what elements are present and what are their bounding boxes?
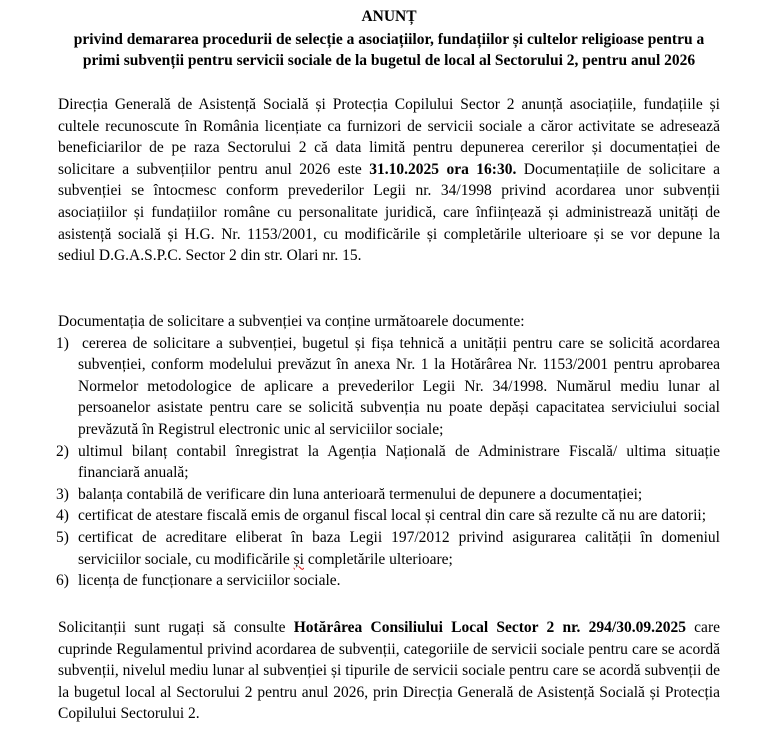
spellcheck-flagged-word[interactable]: și bbox=[293, 550, 304, 568]
council-decision-reference: Hotărârea Consiliului Local Sector 2 nr. 294/30.09.2025 bbox=[293, 619, 686, 636]
document-title: ANUNȚ bbox=[361, 8, 417, 25]
list-item-text-after: completările ulterioare; bbox=[303, 550, 453, 568]
list-item bbox=[58, 527, 720, 570]
list-item-number: 4) bbox=[56, 507, 69, 525]
documents-list bbox=[58, 333, 720, 592]
list-item-number: 5) bbox=[56, 528, 69, 546]
list-item bbox=[58, 333, 720, 441]
documents-lead: Documentația de solicitare a subvenției va conține următoarele documente: bbox=[58, 313, 525, 330]
documents-section bbox=[58, 311, 720, 592]
document-subtitle bbox=[58, 29, 720, 71]
intro-paragraph bbox=[58, 94, 720, 267]
list-item bbox=[58, 505, 720, 527]
closing-paragraph bbox=[58, 617, 720, 725]
list-item-text: cererea de solicitare a subvenției, bugetul și fișa tehnică a unității pentru care se solicită acordarea subvenției, conform modelului prevăzut în anexa Nr. 1 la Hotărârea Nr. 1153/2001 pentru aprobarea Normelor metodologice de aplicare a prevederilor Legii Nr. 34/1998. Numărul mediu lunar al persoanelor asistate pentru care se solicită subvenția nu poate depăși capacitatea serviciului social prevăzută în Registrul electronic unic al serviciilor sociale; bbox=[78, 334, 720, 438]
list-item-text-before: certificat de acreditare eliberat în baza Legii 197/2012 privind asigurarea calității în domeniul serviciilor sociale, cu modificările bbox=[78, 528, 720, 568]
list-item-number: 2) bbox=[56, 442, 69, 460]
intro-text-after-deadline: Documentațiile de solicitare a subvenției se întocmesc conform prevederilor Legii nr. 34/1998 privind acordarea unor subvenții asociațiilor și fundațiilor române cu personalitate juridică, care înființează și administrează unități de asistență socială și H.G. Nr. 1153/2001, cu modificările și completările ulterioare și se vor depune la sediul D.G.A.S.P.C. Sector 2 din str. Olari nr. 15. bbox=[58, 160, 721, 265]
list-item-number: 3) bbox=[56, 485, 69, 503]
subtitle-line-1: privind demararea procedurii de selecție a asociațiilor, fundațiilor și cultelor religioase pentru a bbox=[73, 31, 705, 48]
subtitle-line-2: primi subvenții pentru servicii sociale de la bugetul de local al Sectorului 2, pentru anul 2026 bbox=[82, 52, 696, 69]
closing-text-before: Solicitanții sunt rugați să consulte bbox=[58, 619, 294, 636]
list-item bbox=[58, 441, 720, 484]
list-item-text: balanța contabilă de verificare din luna anterioară termenului de depunere a documentației; bbox=[78, 485, 643, 503]
intro-text-before-deadline: Direcția Generală de Asistență Socială și Protecția Copilului Sector 2 anunță asociațiile, fundațiile și cultele recunoscute în România licențiate ca furnizori de servicii sociale a căror activitate se adresează beneficiarilor de pe raza Sectorului 2 că data limită pentru depunerea cererilor și documentației de solicitare a subvențiilor pentru anul 2026 este bbox=[58, 96, 720, 178]
list-item-text: licența de funcționare a serviciilor sociale. bbox=[78, 572, 341, 590]
list-item bbox=[58, 570, 720, 592]
list-item bbox=[58, 484, 720, 506]
list-item-number: 1) bbox=[56, 334, 69, 352]
document-header bbox=[58, 6, 720, 71]
deadline: 31.10.2025 ora 16:30. bbox=[369, 160, 517, 178]
list-item-text: certificat de atestare fiscală emis de organul fiscal local și central din care să rezulte că nu are datorii; bbox=[78, 507, 707, 525]
list-item-text: ultimul bilanț contabil înregistrat la Agenția Națională de Administrare Fiscală/ ultima situație financiară anuală; bbox=[78, 442, 720, 482]
list-item-number: 6) bbox=[56, 572, 69, 590]
closing-text-after: care cuprinde Regulamentul privind acordarea de subvenții, categoriile de servicii sociale pentru care se acordă subvenții, nivelul mediu lunar al subvenției și tipurile de servicii sociale pentru care se acordă subvenții de la bugetul local al Sectorului 2 pentru anul 2026, prin Direcția Generală de Asistență Socială și Protecția Copilului Sectorului 2. bbox=[58, 619, 720, 723]
